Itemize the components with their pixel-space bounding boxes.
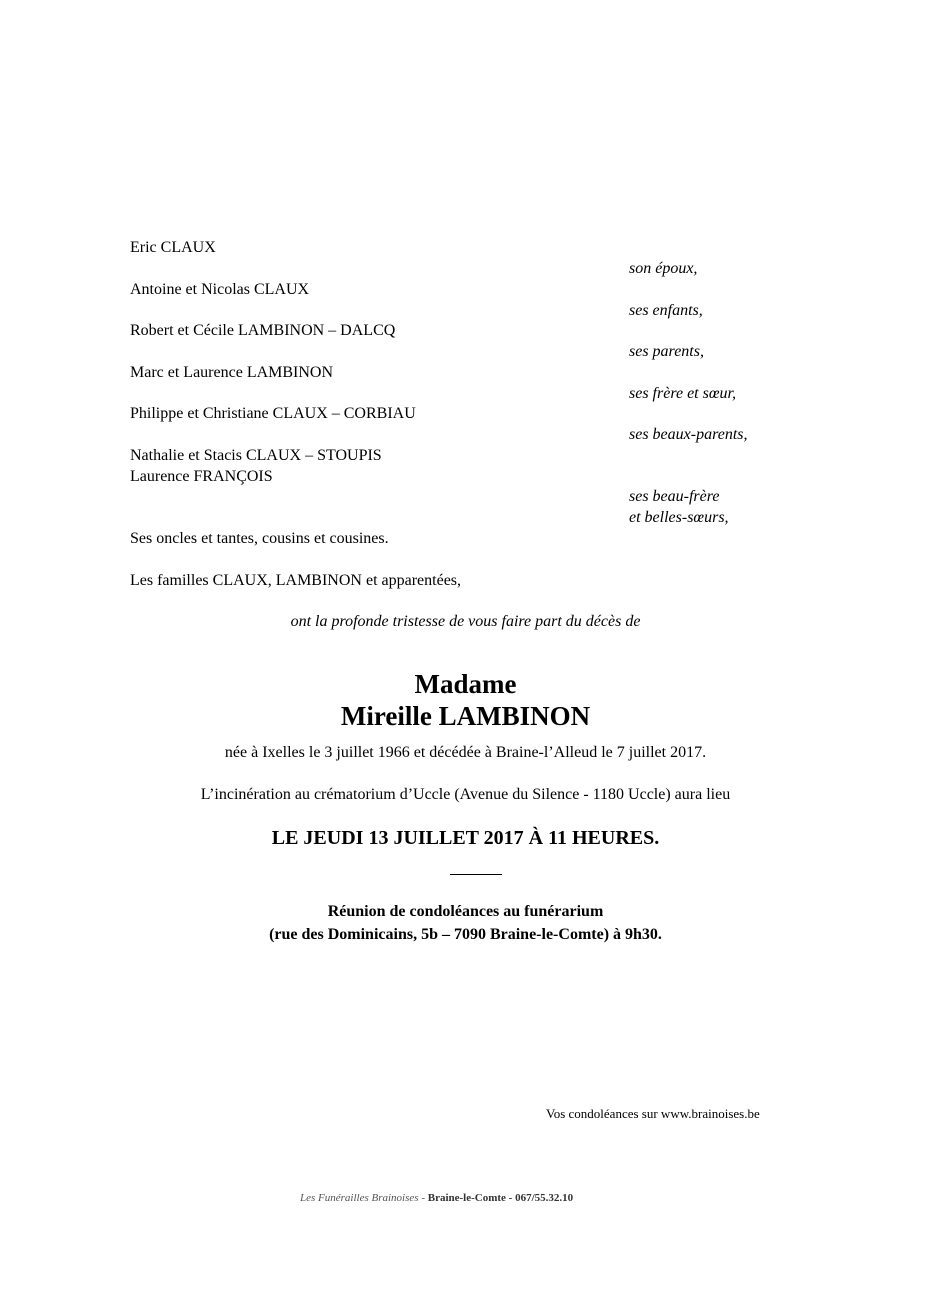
mourner-name-siblings: Marc et Laurence LAMBINON [130, 364, 334, 381]
mourner-relation-siblings-in-law: ses beau-frère [629, 488, 720, 505]
deceased-name: Mireille LAMBINON [340, 701, 591, 731]
reunion-line-1: Réunion de condoléances au funérarium [327, 903, 604, 920]
mourner-relation-children: ses enfants, [629, 302, 703, 319]
footer-separator: - [418, 1192, 428, 1204]
mourner-name-spouse: Eric CLAUX [130, 239, 216, 256]
mourner-name-siblings-in-law: Nathalie et Stacis CLAUX – STOUPIS [130, 447, 382, 464]
mourner-relation-parents: ses parents, [629, 343, 704, 360]
footer-firm: Les Funérailles Brainoises [300, 1192, 419, 1204]
ceremony-datetime: LE JEUDI 13 JUILLET 2017 À 11 HEURES. [271, 827, 660, 849]
announcement-intro: ont la profonde tristesse de vous faire part du décès de [290, 613, 641, 630]
divider-line [450, 874, 502, 875]
condolences-line: Vos condoléances sur www.brainoises.be [546, 1106, 760, 1121]
mourner-name-children: Antoine et Nicolas CLAUX [130, 281, 310, 298]
mourner-name-parents: Robert et Cécile LAMBINON – DALCQ [130, 322, 396, 339]
extended-family: Ses oncles et tantes, cousins et cousines. [130, 530, 389, 547]
families-line: Les familles CLAUX, LAMBINON et apparentées, [130, 572, 462, 589]
footer [300, 1192, 573, 1204]
reunion-line-2: (rue des Dominicains, 5b – 7090 Braine-le-Comte) à 9h30. [269, 926, 662, 943]
deceased-title: Madame [414, 669, 517, 699]
mourner-relation-siblings: ses frère et sœur, [629, 385, 736, 402]
mourner-relation-siblings-in-law-2: et belles-sœurs, [629, 509, 729, 526]
mourner-name-in-laws: Philippe et Christiane CLAUX – CORBIAU [130, 405, 416, 422]
mourner-relation-in-laws: ses beaux-parents, [629, 426, 748, 443]
ceremony-description: L’incinération au crématorium d’Uccle (Avenue du Silence - 1180 Uccle) aura lieu [200, 786, 731, 803]
footer-details: Braine-le-Comte - 067/55.32.10 [427, 1192, 574, 1204]
mourner-name-siblings-in-law-2: Laurence FRANÇOIS [130, 468, 273, 485]
birth-death-line: née à Ixelles le 3 juillet 1966 et décédée à Braine-l’Alleud le 7 juillet 2017. [224, 744, 707, 761]
mourner-relation-spouse: son époux, [629, 260, 698, 277]
